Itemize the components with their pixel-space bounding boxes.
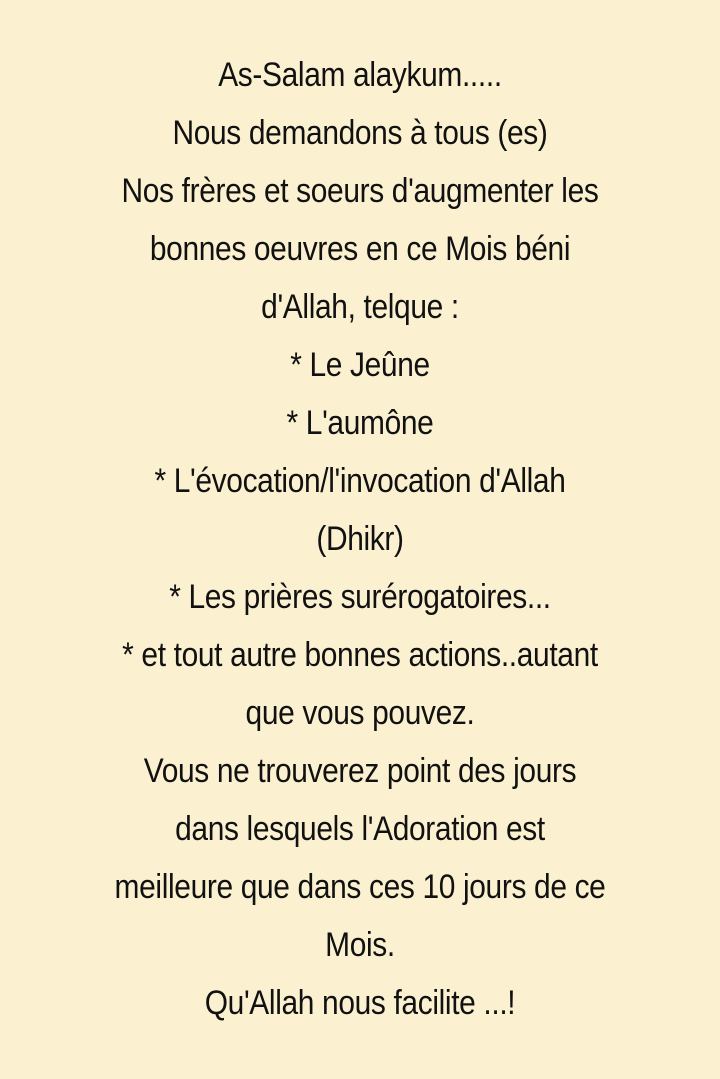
list-item-good-deeds-continued: que vous pouvez. <box>245 694 475 732</box>
list-item-fasting: * Le Jeûne <box>290 346 430 384</box>
message-line: dans lesquels l'Adoration est <box>175 810 545 848</box>
message-line: Mois. <box>325 926 395 964</box>
message-text <box>43 46 677 1032</box>
list-item-charity: * L'aumône <box>286 404 434 442</box>
message-line: Nos frères et soeurs d'augmenter les <box>121 172 599 210</box>
message-line: meilleure que dans ces 10 jours de ce <box>114 868 606 906</box>
list-item-good-deeds: * et tout autre bonnes actions..autant <box>122 636 598 674</box>
message-line: bonnes oeuvres en ce Mois béni <box>149 230 571 268</box>
list-item-prayers: * Les prières surérogatoires... <box>169 578 551 616</box>
list-item-dhikr-continued: (Dhikr) <box>316 520 404 558</box>
list-item-dhikr: * L'évocation/l'invocation d'Allah <box>154 462 566 500</box>
greeting-line: As-Salam alaykum..... <box>218 56 502 94</box>
message-line: Nous demandons à tous (es) <box>172 114 548 152</box>
message-line: Vous ne trouverez point des jours <box>143 752 577 790</box>
closing-line: Qu'Allah nous facilite ...! <box>204 984 516 1022</box>
message-line: d'Allah, telque : <box>261 288 459 326</box>
